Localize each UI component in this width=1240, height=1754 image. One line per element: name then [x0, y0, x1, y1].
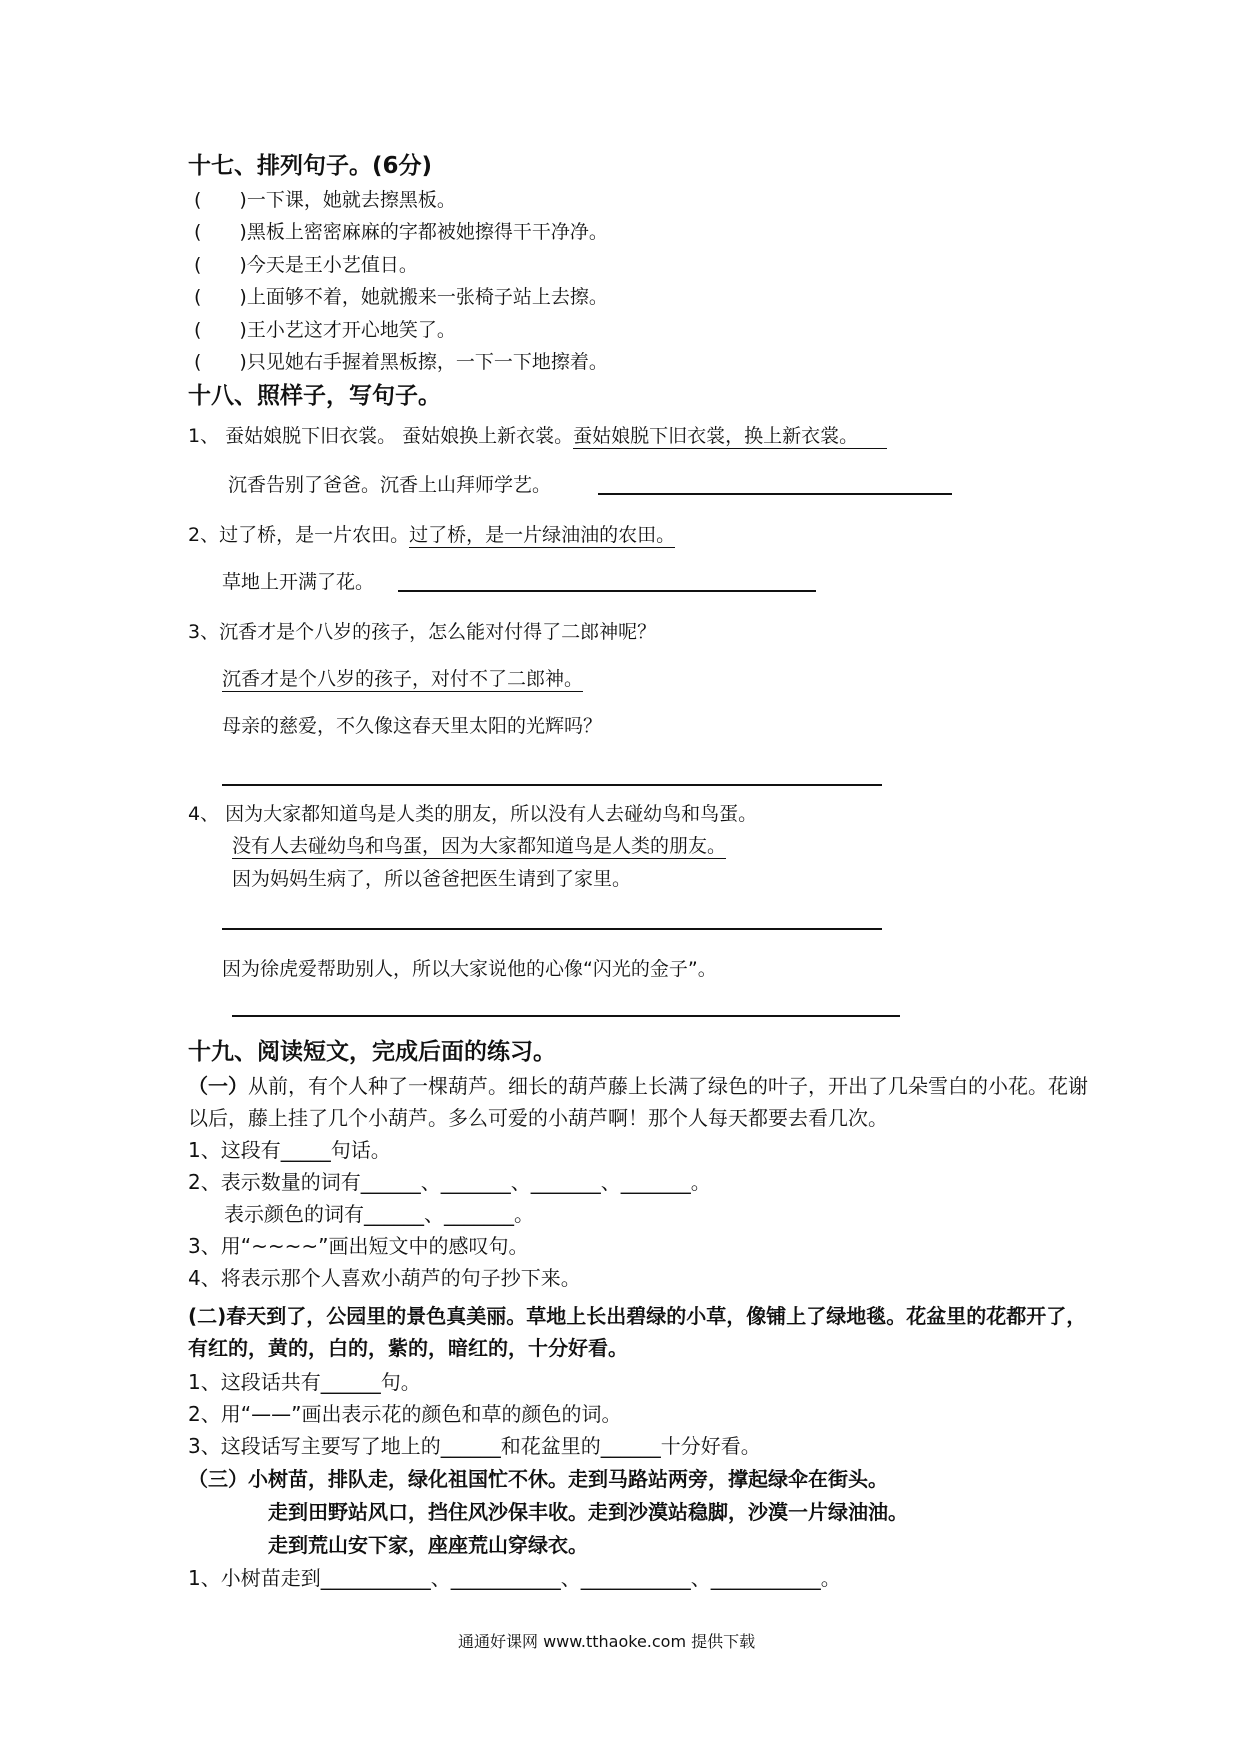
- s18-q2: [188, 523, 675, 547]
- s18-q4-example: 没有人去碰幼鸟和鸟蛋，因为大家都知道鸟是人类的朋友。: [232, 835, 727, 857]
- passage-2-text: 春天到了，公园里的景色真美丽。草地上长出碧绿的小草，像铺上了绿地毯。花盆里的花都开了，有红的，黄的，白的，紫的，暗红的，十分好看。: [188, 1304, 1087, 1360]
- s18-q4-prompt: 4、 因为大家都知道鸟是人类的朋友，所以没有人去碰幼鸟和鸟蛋。: [188, 803, 758, 825]
- s17-item-1: ( )一下课，她就去擦黑板。: [194, 189, 456, 211]
- section-17-title: 十七、排列句子。(6分): [188, 153, 433, 179]
- s18-q2-task: 草地上开满了花。: [222, 571, 375, 593]
- footer: 通通好课网 www.tthaoke.com 提供下载: [458, 1632, 756, 1651]
- passage-3-line-1: （三）小树苗，排队走，绿化祖国忙不休。走到马路站两旁，撑起绿伞在街头。: [188, 1467, 888, 1491]
- p1-q2: 2、表示数量的词有______、_______、_______、_______。: [188, 1170, 711, 1194]
- s18-q2-prefix: 2、过了桥，是一片农田。: [188, 524, 410, 546]
- passage-1-text: 从前，有个人种了一棵葫芦。细长的葫芦藤上长满了绿色的叶子，开出了几朵雪白的小花。花谢以后，藤上挂了几个小葫芦。多么可爱的小葫芦啊！那个人每天都要去看几次。: [188, 1074, 1088, 1130]
- answer-line: [598, 493, 952, 495]
- passage-2-label: (二): [188, 1304, 227, 1328]
- s17-item-2: ( )黑板上密密麻麻的字都被她擦得干干净净。: [194, 221, 608, 243]
- passage-3-label: （三）: [188, 1467, 248, 1491]
- s18-q4-task2: 因为徐虎爱帮助别人，所以大家说他的心像“闪光的金子”。: [222, 958, 717, 980]
- s18-q4-task1: 因为妈妈生病了，所以爸爸把医生请到了家里。: [232, 868, 632, 890]
- p1-q2b: 表示颜色的词有______、_______。: [224, 1202, 534, 1226]
- s18-q2-example: 过了桥，是一片绿油油的农田。: [409, 524, 676, 546]
- s17-item-5: ( )王小艺这才开心地笑了。: [194, 319, 456, 341]
- passage-3-line-2: 走到田野站风口，挡住风沙保丰收。走到沙漠站稳脚，沙漠一片绿油油。: [268, 1500, 908, 1524]
- s18-q1-task: 沉香告别了爸爸。沉香上山拜师学艺。: [228, 474, 552, 496]
- s17-item-3: ( )今天是王小艺值日。: [194, 254, 418, 276]
- passage-1: [188, 1070, 1088, 1134]
- s18-q1-prefix: 1、 蚕姑娘脱下旧衣裳。 蚕姑娘换上新衣裳。: [188, 425, 574, 447]
- passage-3-line-3: 走到荒山安下家，座座荒山穿绿衣。: [268, 1533, 588, 1557]
- answer-line: [232, 1015, 900, 1017]
- s18-q1: [188, 424, 887, 448]
- s18-q3-prompt: 3、沉香才是个八岁的孩子，怎么能对付得了二郎神呢？: [188, 621, 657, 643]
- p2-q2: 2、用“——”画出表示花的颜色和草的颜色的词。: [188, 1402, 622, 1426]
- answer-line: [398, 590, 816, 592]
- s18-q1-example: 蚕姑娘脱下旧衣裳，换上新衣裳。: [573, 425, 849, 447]
- section-18-title: 十八、照样子，写句子。: [188, 383, 441, 409]
- p1-q3: 3、用“~~~~”画出短文中的感叹句。: [188, 1234, 529, 1258]
- p1-q1: 1、这段有_____句话。: [188, 1138, 391, 1162]
- p2-q3: 3、这段话写主要写了地上的______和花盆里的______十分好看。: [188, 1434, 761, 1458]
- passage-2: [188, 1300, 1088, 1364]
- passage-1-label: （一）: [188, 1074, 248, 1098]
- s17-item-4: ( )上面够不着，她就搬来一张椅子站上去擦。: [194, 286, 608, 308]
- section-19-title: 十九、阅读短文，完成后面的练习。: [188, 1039, 556, 1065]
- s17-item-6: ( )只见她右手握着黑板擦，一下一下地擦着。: [194, 351, 608, 373]
- p3-q1: 1、小树苗走到___________、___________、___________、___________。: [188, 1566, 841, 1590]
- s18-q3-example: 沉香才是个八岁的孩子，对付不了二郎神。: [222, 668, 584, 690]
- p1-q4: 4、将表示那个人喜欢小葫芦的句子抄下来。: [188, 1266, 581, 1290]
- answer-line: [222, 784, 882, 786]
- answer-line: [222, 928, 882, 930]
- s18-q3-task: 母亲的慈爱，不久像这春天里太阳的光辉吗？: [222, 715, 603, 737]
- p2-q1: 1、这段话共有______句。: [188, 1370, 421, 1394]
